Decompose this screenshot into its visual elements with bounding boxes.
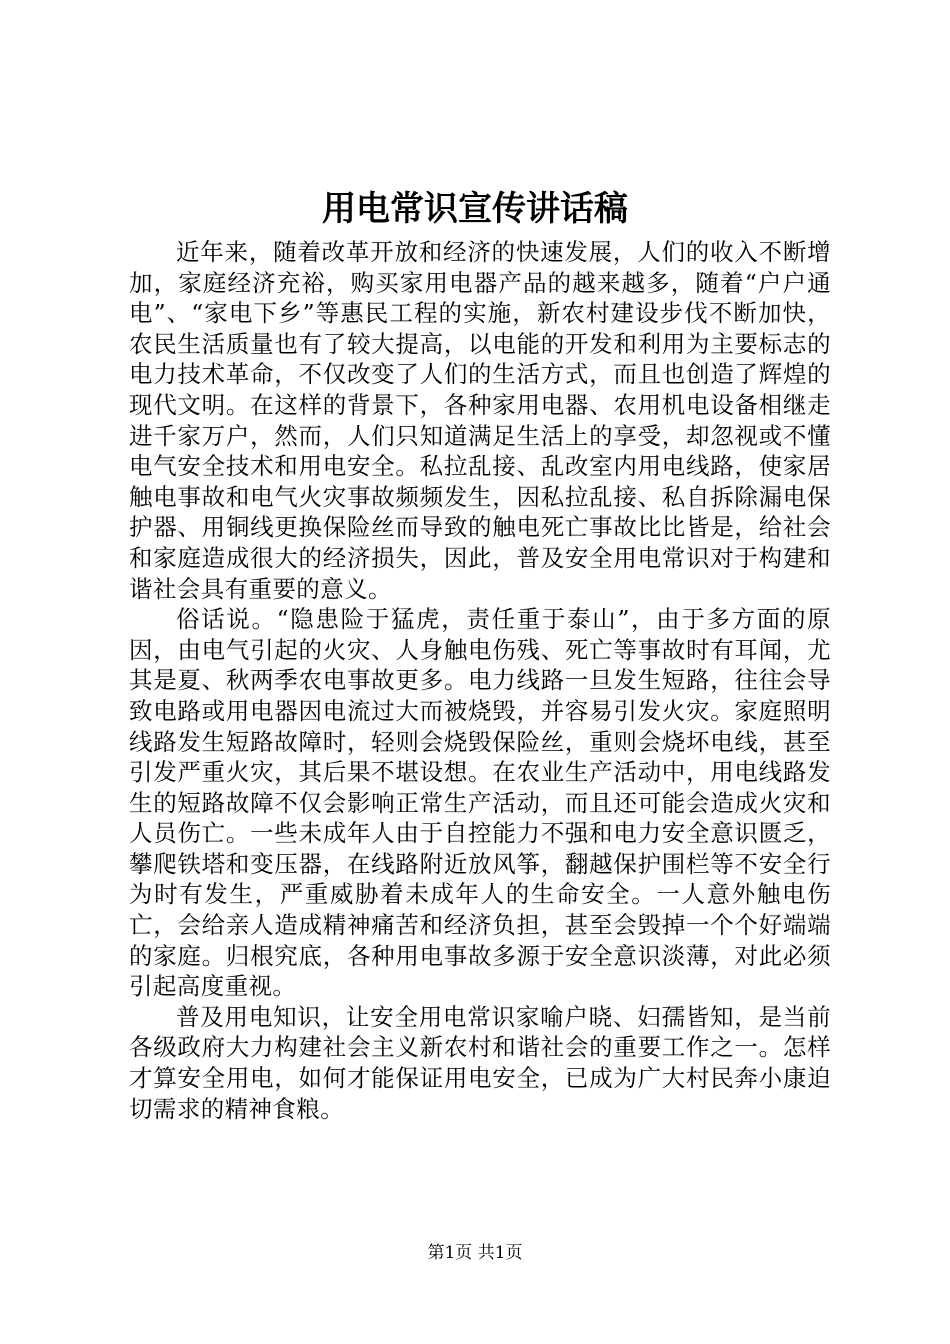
paragraph-1: 近年来，随着改革开放和经济的快速发展，人们的收入不断增加，家庭经济充裕，购买家用电器产品的越来越多，随着“户户通电”、“家电下乡”等惠民工程的实施，新农村建设步伐不断加快，农民生活质量也有了较大提高，以电能的开发和利用为主要标志的电力技术革命，不仅改变了人们的生活方式，而且也创造了辉煌的现代文明。在这样的背景下，各种家用电器、农用机电设备相继走进千家万户，然而，人们只知道满足生活上的享受，却忽视或不懂电气安全技术和用电安全。私拉乱接、乱改室内用电线路，使家居触电事故和电气火灾事故频频发生，因私拉乱接、私自拆除漏电保护器、用铜线更换保险丝而导致的触电死亡事故比比皆是，给社会和家庭造成很大的经济损失，因此，普及安全用电常识对于构建和谐社会具有重要的意义。	[129, 238, 831, 603]
document-body	[129, 237, 831, 1124]
page-footer: 第1页 共1页	[427, 1243, 523, 1263]
paragraph-2: 俗话说。“隐患险于猛虎，责任重于泰山”，由于多方面的原因，由电气引起的火灾、人身触电伤残、死亡等事故时有耳闻，尤其是夏、秋两季农电事故更多。电力线路一旦发生短路，往往会导致电路或用电器因电流过大而被烧毁，并容易引发火灾。家庭照明线路发生短路故障时，轻则会烧毁保险丝，重则会烧坏电线，甚至引发严重火灾，其后果不堪设想。在农业生产活动中，用电线路发生的短路故障不仅会影响正常生产活动，而且还可能会造成火灾和人员伤亡。一些未成年人由于自控能力不强和电力安全意识匮乏，攀爬铁塔和变压器，在线路附近放风筝，翻越保护围栏等不安全行为时有发生，严重威胁着未成年人的生命安全。一人意外触电伤亡，会给亲人造成精神痛苦和经济负担，甚至会毁掉一个个好端端的家庭。归根究底，各种用电事故多源于安全意识淡薄，对此必须引起高度重视。	[129, 605, 831, 1001]
paragraph-3: 普及用电知识，让安全用电常识家喻户晓、妇孺皆知，是当前各级政府大力构建社会主义新农村和谐社会的重要工作之一。怎样才算安全用电，如何才能保证用电安全，已成为广大村民奔小康迫切需求的精神食粮。	[129, 1002, 831, 1123]
document-title: 用电常识宣传讲话稿	[322, 189, 628, 229]
